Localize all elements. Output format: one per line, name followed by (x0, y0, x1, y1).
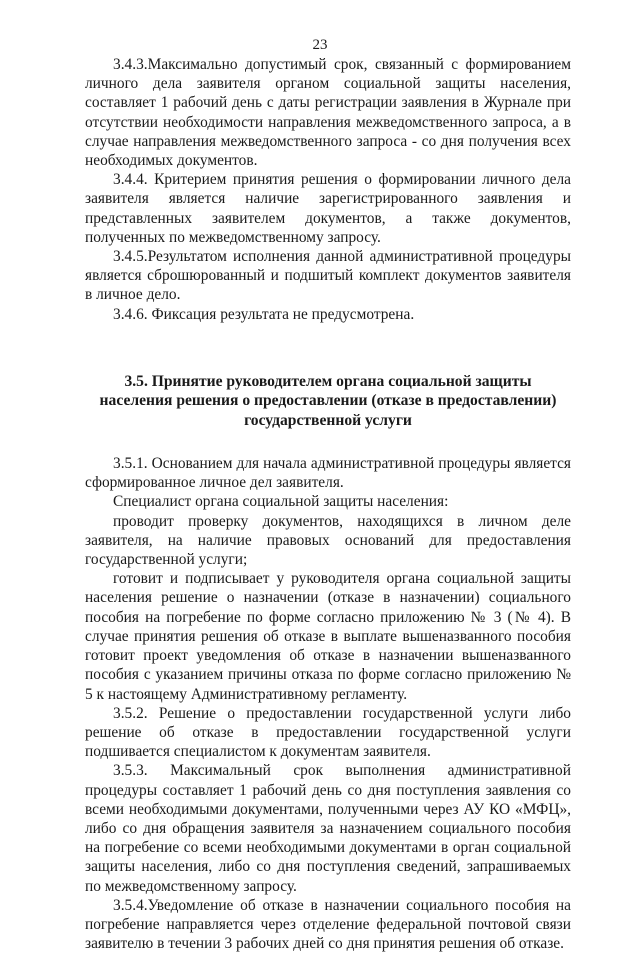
paragraph-3-5-2: 3.5.2. Решение о предоставлении государственной услуги либо решение об отказе в предоставлении государственной услуги подшивается специалистом к документам заявителя. (85, 704, 571, 761)
paragraph-decision-preparation: готовит и подписывает у руководителя органа социальной защиты населения решение о назначении (отказе в назначении) социального пособия на погребение по форме согласно приложению № 3 (№ 4). В случае принятия решения об отказе в выплате вышеназванного пособия готовит проект уведомления об отказе в назначении вышеназванного пособия с указанием причины отказа по форме согласно приложению № 5 к настоящему Административному регламенту. (85, 570, 571, 703)
section-heading-line: государственной услуги (244, 411, 412, 429)
paragraph-document-check: проводит проверку документов, находящихся в личном деле заявителя, на наличие правовых оснований для предоставления государственной услуги; (85, 512, 571, 569)
paragraph-3-5-3: 3.5.3. Максимальный срок выполнения административной процедуры составляет 1 рабочий день со дня поступления заявления со всеми необходимыми документами, полученными через АУ КО «МФЦ», либо со дня обращения заявителя за назначением социального пособия на погребение со всеми необходимыми документами в орган социальной защиты населения, либо со дня поступления сведений, запрашиваемых по межведомственному запросу. (85, 762, 571, 895)
section-heading-line: населения решения о предоставлении (отказе в предоставлении) (99, 392, 557, 410)
section-heading-3-5 (93, 372, 563, 430)
paragraph-3-5-1: 3.5.1. Основанием для начала административной процедуры является сформированное личное дел заявителя. (85, 455, 571, 492)
paragraph-3-5-4: 3.5.4.Уведомление об отказе в назначении социального пособия на погребение направляется через отделение федеральной почтовой связи заявителю в течении 3 рабочих дней со дня принятия решения об отказе. (85, 896, 571, 953)
paragraph-3-4-5: 3.4.5.Результатом исполнения данной административной процедуры является сброшюрованный и подшитый комплект документов заявителя в личное дело. (85, 248, 571, 304)
paragraph-3-4-6: 3.4.6. Фиксация результата не предусмотрена. (113, 305, 415, 323)
paragraph-3-4-4: 3.4.4. Критерием принятия решения о формировании личного дела заявителя является наличие зарегистрированного заявления и представленных заявителем документов, а также документов, полученных по межведомственному запросу. (85, 171, 571, 246)
paragraph-specialist-intro: Специалист органа социальной защиты населения: (113, 493, 449, 511)
document-body (85, 55, 571, 953)
paragraph-3-4-3: 3.4.3.Максимально допустимый срок, связанный с формированием личного дела заявителя органом социальной защиты населения, составляет 1 рабочий день с даты регистрации заявления в Журнале при отсутствии необходимости направления межведомственного запроса, а в случае направления межведомственного запроса - со дня получения всех необходимых документов. (85, 56, 571, 170)
section-heading-line: 3.5. Принятие руководителем органа социальной защиты (124, 372, 532, 390)
page-number: 23 (312, 37, 328, 53)
